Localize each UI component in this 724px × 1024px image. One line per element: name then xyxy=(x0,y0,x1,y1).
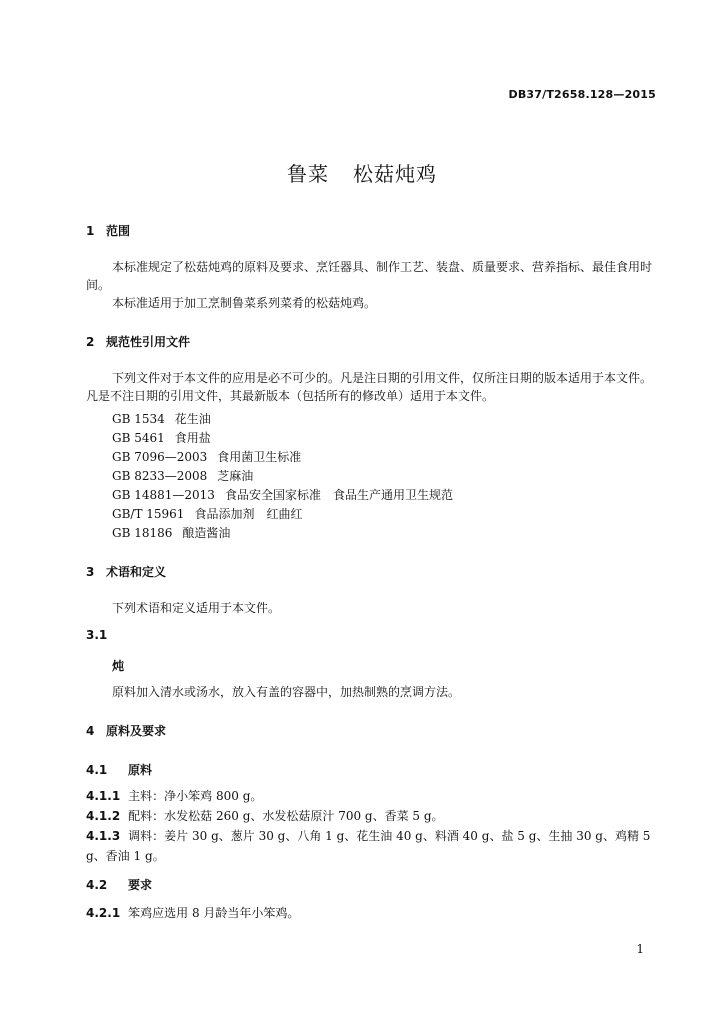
reference-item: GB 18186 酿造酱油 xyxy=(112,526,231,540)
section-3-intro: 下列术语和定义适用于本文件。 xyxy=(112,601,281,615)
reference-item: GB 7096—2003 食用菌卫生标准 xyxy=(112,450,302,464)
list-item: 4.1.2 配料：水发松菇 260 g、水发松菇原汁 700 g、香菜 5 g。 xyxy=(86,809,444,823)
list-item: 4.2.1 笨鸡应选用 8 月龄当年小笨鸡。 xyxy=(86,906,300,920)
list-item: 4.1.3 调料：姜片 30 g、葱片 30 g、八角 1 g、花生油 40 g、料酒 40 g、盐 5 g、生抽 30 g、鸡精 5 g、香油 1 g。 xyxy=(86,829,651,863)
title-cuisine: 鲁菜 xyxy=(287,162,329,186)
reference-item: GB 14881—2013 食品安全国家标准 食品生产通用卫生规范 xyxy=(112,488,453,502)
list-item: 4.1.1 主料：净小笨鸡 800 g。 xyxy=(86,789,263,803)
section-4-2-heading: 4.2 要求 xyxy=(86,878,153,892)
section-2-heading: 2 规范性引用文件 xyxy=(86,335,191,349)
document-number: DB37/T2658.128—2015 xyxy=(508,88,656,101)
section-1-paragraph-1: 本标准规定了松菇炖鸡的原料及要求、烹饪器具、制作工艺、装盘、质量要求、营养指标、最佳食用时间。 xyxy=(86,260,653,292)
reference-item: GB 5461 食用盐 xyxy=(112,431,211,445)
term-number: 3.1 xyxy=(86,628,108,642)
page-number: 1 xyxy=(636,942,644,956)
document-title xyxy=(0,158,724,187)
reference-item: GB 1534 花生油 xyxy=(112,412,211,426)
term-name: 炖 xyxy=(112,659,125,673)
section-1-heading: 1 范围 xyxy=(86,224,131,238)
section-4-heading: 4 原料及要求 xyxy=(86,724,167,738)
reference-item: GB/T 15961 食品添加剂 红曲红 xyxy=(112,507,303,521)
reference-item: GB 8233—2008 芝麻油 xyxy=(112,469,254,483)
title-dish: 松菇炖鸡 xyxy=(353,162,437,186)
section-3-heading: 3 术语和定义 xyxy=(86,565,167,579)
section-2-intro: 下列文件对于本文件的应用是必不可少的。凡是注日期的引用文件，仅所注日期的版本适用于本文件。凡是不注日期的引用文件，其最新版本（包括所有的修改单）适用于本文件。 xyxy=(86,371,653,403)
section-4-1-heading: 4.1 原料 xyxy=(86,763,153,777)
section-1-paragraph-2: 本标准适用于加工烹制鲁菜系列菜肴的松菇炖鸡。 xyxy=(112,296,377,310)
term-definition: 原料加入清水或汤水，放入有盖的容器中，加热制熟的烹调方法。 xyxy=(112,685,461,699)
